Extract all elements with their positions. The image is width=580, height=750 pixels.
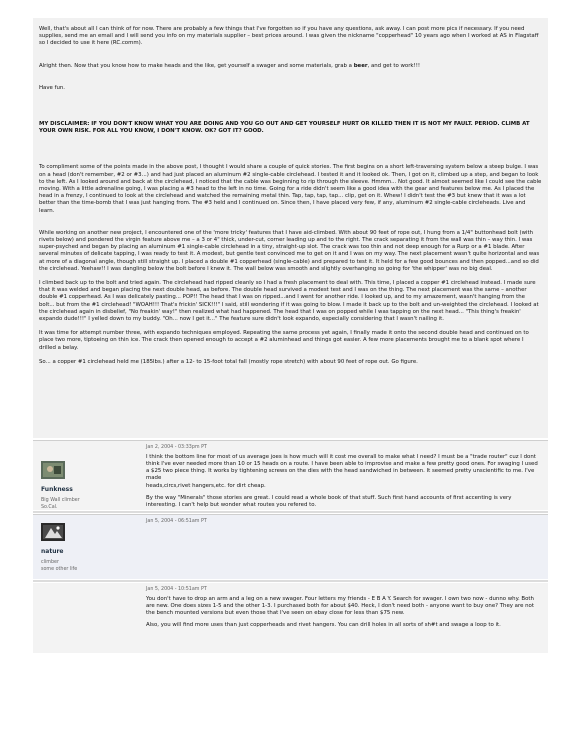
post-date: Jan 2, 2004 - 03:33pm PT bbox=[146, 445, 207, 450]
reply-body bbox=[146, 445, 541, 514]
reply-body bbox=[146, 519, 541, 528]
post-paragraph: So... a copper #1 circlehead held me (185lbs.) after a 12- to 15-foot total fall (mostly rope stretch) with about 90 feet of rope out. Go figure. bbox=[39, 358, 418, 365]
user-title: climber bbox=[41, 560, 59, 565]
user-location: So.Cal. bbox=[41, 504, 58, 510]
user-avatar-image bbox=[41, 461, 65, 479]
disclaimer-text: MY DISCLAIMER: IF YOU DON'T KNOW WHAT YOU ARE DOING AND YOU GO OUT AND GET YOURSELF HURT OR KILLED THEN IT IS NOT MY FAULT. PERIOD. CLIMB AT YOUR OWN RISK. FOR ALL YOU KNOW, I DON'T KNOW. OK? GOT IT? GOOD. bbox=[39, 121, 530, 135]
main-post bbox=[33, 18, 548, 438]
username[interactable]: nature bbox=[41, 548, 64, 555]
reply-paragraph: You don't have to drop an arm and a leg on a new swager. Four letters my friends - E B A Y. Search for swager. I own two now - dunno why. Both are new. One does sizes 1-5 and the other 1-3. I purchased both for about $40. Heck, I don't need both - anyone want to buy one? They are not the bench mounted versions but even those that I've seen on ebay close for less than $75 new. bbox=[146, 596, 534, 616]
reply-paragraph: I think the bottom line for most of us average joes is how much will it cost me overall to make what I need? I must be a "trade router" cuz I dont think I've ever needed more than 10 or 15 heads on a route. I have been able to improvise and make a few pretty good ones. For swaging I used a $25 two piece thing. It works by tightening screws on the dies with the head sandwiched in between. It seemed pretty unscientific to me. I've made bbox=[146, 454, 538, 481]
reply-body bbox=[146, 587, 541, 634]
user-info bbox=[41, 523, 101, 573]
post-paragraph: Alright then. Now that you know how to make heads and the like, get yourself a swager and some materials, grab a beer, and get to work!!! bbox=[39, 62, 421, 69]
post-paragraph: While working on another new project, I encountered one of the 'more tricky' features that I have aid-climbed. With about 90 feet of rope out, I hung from a 1/4" buttonhead bolt (with rivets below) and pondered the virgin feature above me – a 3 or 4" thick, under-cut, corner leading up and to the right. The crack separating it from the wall was thin – way thin. I was super-psyched and began by placing an aluminum #1 single-cable circlehead in a tiny, straight-up slot. The crack was too thin and not deep enough for a Rurp or a #1 blade. After several minutes of delicate tapping, I was ready to test it. A modest, but gentle test convinced me to get on it and I was on my way. The next placement wasn't quite horizontal and was at more of a diagonal angle, though still straight up. I placed a double #1 copperhead (single-cable) and prepared to test it. It held for a few good bounces and then popped...and so did the circlehead. Yeehaw!! I was dangling below the bolt before I knew it. The wall below was smooth and slightly overhanging so going for 'the whipper' was no big deal. bbox=[39, 229, 540, 272]
post-paragraph: Have fun. bbox=[39, 84, 66, 91]
reply-post bbox=[33, 514, 548, 579]
post-paragraph: I climbed back up to the bolt and tried again. The circlehead had ripped cleanly so I had a fresh placement to deal with. This time, I placed a copper #1 circlehead instead. I made sure that it was welded and began placing the next double head, as before. The double head survived a modest test and I was on the thing. The next placement was the same – another double #1 copperhead. As I was delicately pasting... POP!! The head that I was on ripped...and I went for another ride. I looked up, and to my amazement, wasn't hanging from the bolt... but from the #1 circlehead! "WOAH!!! That's frickin' SICK!!!" I said, still wondering if it was going to blow. I made it back up to the bolt and un-weighted the circlehead. I looked at the circlehead again in disbelief, "No freakin' way!" then realized what had happened. The head that I was on popped while I was tapping on the next head... "This thing's freakin' expando dude!!!" I yelled down to my buddy. "Oh... now I get it..." The feature sure didn't look expando, especially considering that I wasn't nailing it. bbox=[39, 280, 539, 323]
post-date: Jan 5, 2004 - 10:51am PT bbox=[146, 587, 207, 592]
reply-paragraph: By the way "Minerals" those stories are great. I could read a whole book of that stuff. Such first hand accounts of first accenting is very interesting. I can't help but wonder what routes you refered to. bbox=[146, 495, 512, 508]
post-separator bbox=[33, 511, 548, 513]
climber-avatar-image bbox=[41, 523, 65, 541]
reply-paragraph: heads,circs,rivet hangers,etc. for dirt cheap. bbox=[146, 483, 266, 489]
post-paragraph: Well, that's about all I can think of for now. There are probably a few things that I've forgotten so if you have any questions, ask away. I can post more pics if necessary. If you need supplies, send me an email and I will send you info on my materials supplier – best prices around. I was given the nickname "copperhead" 10 years ago when I worked at AS in Flagstaff so I decided to use it here (RC.comm). bbox=[39, 26, 539, 47]
user-title: Big Wall climber bbox=[41, 498, 80, 503]
post-date: Jan 5, 2004 - 06:51am PT bbox=[146, 519, 207, 524]
reply-post bbox=[33, 440, 548, 510]
post-paragraph: To compliment some of the points made in the above post, I thought I would share a couple of quick stories. The first begins on a short left-traversing system below a steep bulge. I was on a head (don't remember, #2 or #3...) and had just placed an aluminum #2 single-cable circlehead. I tested it and it looked ok. Then, I got on it, climbed up a step, and began to look to the left. As I looked around and back at the circlehead, I noticed that the cable was beginning to rip through the sleeve. Hmmm... Not good. It almost seemed like I could see the cable moving. With a little adrenaline going, I was placing a #3 head to the left in no time. Going for a ride didn't seem like a good idea with the gear and features below me. As I placed the head in a frenzy, I continued to look at the circlehead and watched the remaining metal thin. Tap, tap, tap, tap... clip, get on it. Whew! I didn't test the #3 but knew that it was a lot better than the time-bomb that I was just hanging from. The #3 held and I continued on. Since then, I have placed very few, if any, aluminum #2 single-cable circleheads. Live and learn. bbox=[39, 164, 542, 214]
reply-paragraph: Also, you will find more uses than just copperheads and rivet hangers. You can drill holes in all sorts of sh#t and swage a loop to it. bbox=[146, 622, 501, 628]
username[interactable]: Funkness bbox=[41, 486, 73, 493]
post-separator bbox=[33, 580, 548, 582]
reply-post bbox=[33, 583, 548, 653]
bold-word: beer bbox=[353, 62, 368, 69]
user-location: some other life bbox=[41, 566, 78, 572]
post-paragraph: It was time for attempt number three, with expando techniques employed. Repeating the same process yet again, I finally made it onto the second double head and continued on to place two more, tiptoeing on thin ice. The crack then opened enough to accept a #2 aluminhead and things got easier. A few more placements brought me to a blank spot where I drilled a belay. bbox=[39, 330, 529, 351]
user-info bbox=[41, 461, 101, 511]
